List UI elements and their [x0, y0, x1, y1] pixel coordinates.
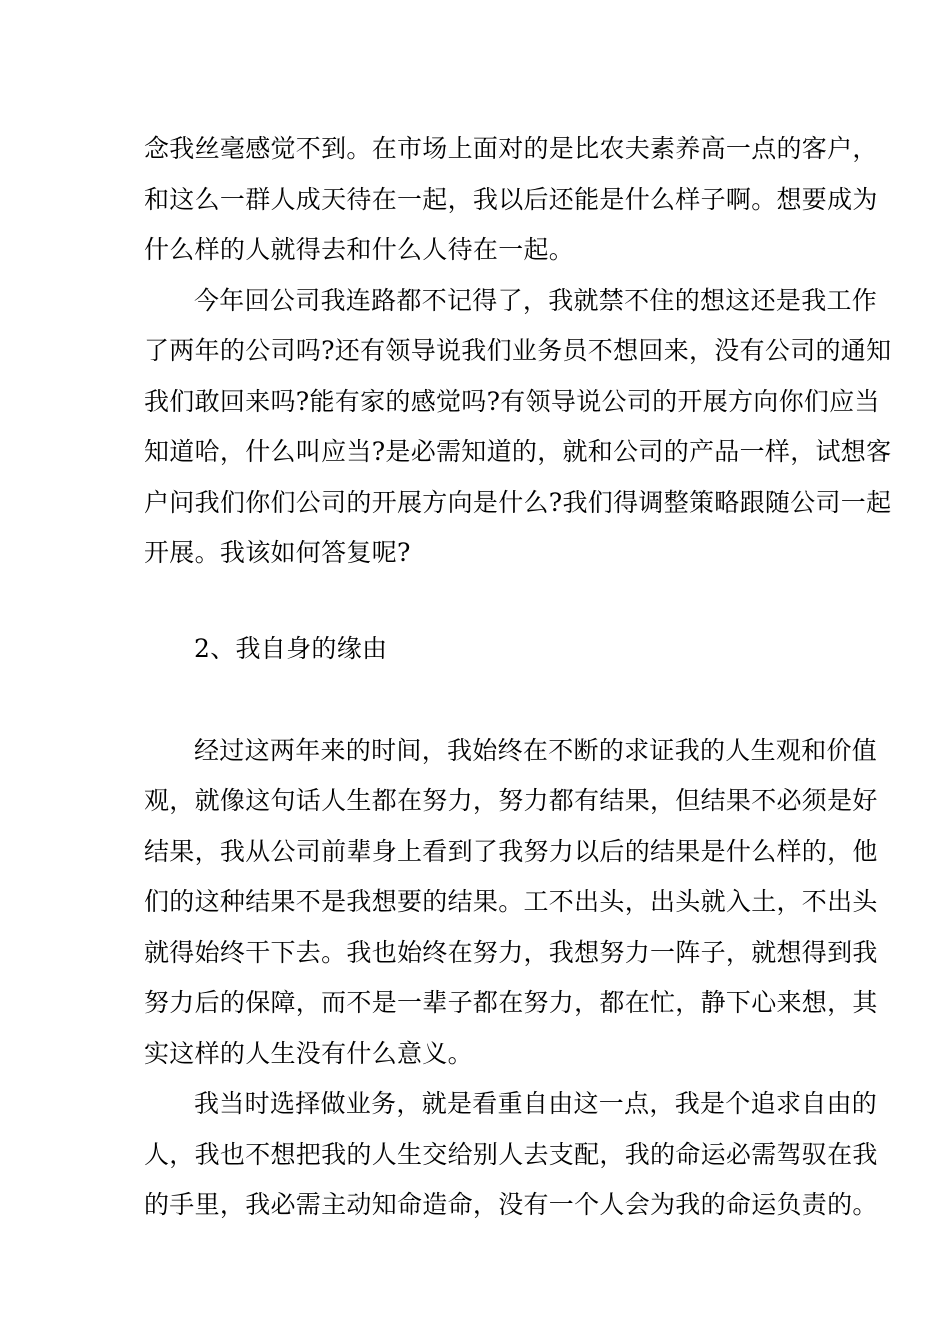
text-line: 努力后的保障，而不是一辈子都在努力，都在忙，静下心来想，其 — [144, 988, 878, 1017]
text-line: 实这样的人生没有什么意义。 — [144, 1039, 473, 1068]
text-line: 什么样的人就得去和什么人待在一起。 — [144, 235, 575, 264]
text-line: 户问我们你们公司的开展方向是什么?我们得调整策略跟随公司一起 — [144, 488, 892, 517]
text-line: 了两年的公司吗?还有领导说我们业务员不想回来，没有公司的通知 — [144, 336, 892, 365]
text-line: 观，就像这句话人生都在努力，努力都有结果，但结果不必须是好 — [144, 786, 878, 815]
text-line: 人，我也不想把我的人生交给别人去支配，我的命运必需驾驭在我 — [144, 1140, 878, 1169]
text-line: 念我丝毫感觉不到。在市场上面对的是比农夫素养高一点的客户， — [144, 134, 878, 163]
section-heading: 2、我自身的缘由 — [194, 634, 388, 663]
text-line: 的手里，我必需主动知命造命，没有一个人会为我的命运负责的。 — [144, 1190, 878, 1219]
text-line: 就得始终干下去。我也始终在努力，我想努力一阵子，就想得到我 — [144, 938, 878, 967]
text-line: 开展。我该如何答复呢? — [144, 538, 411, 567]
text-line: 和这么一群人成天待在一起，我以后还能是什么样子啊。想要成为 — [144, 185, 878, 214]
text-line: 们的这种结果不是我想要的结果。工不出头，出头就入土，不出头 — [144, 887, 878, 916]
text-line: 结果，我从公司前辈身上看到了我努力以后的结果是什么样的，他 — [144, 837, 878, 866]
text-line: 我当时选择做业务，就是看重自由这一点，我是个追求自由的 — [194, 1089, 878, 1118]
text-line: 今年回公司我连路都不记得了，我就禁不住的想这还是我工作 — [194, 286, 878, 315]
text-line: 我们敢回来吗?能有家的感觉吗?有领导说公司的开展方向你们应当 — [144, 387, 880, 416]
text-line: 经过这两年来的时间，我始终在不断的求证我的人生观和价值 — [194, 736, 878, 765]
text-line: 知道哈，什么叫应当?是必需知道的，就和公司的产品一样，试想客 — [144, 437, 892, 466]
